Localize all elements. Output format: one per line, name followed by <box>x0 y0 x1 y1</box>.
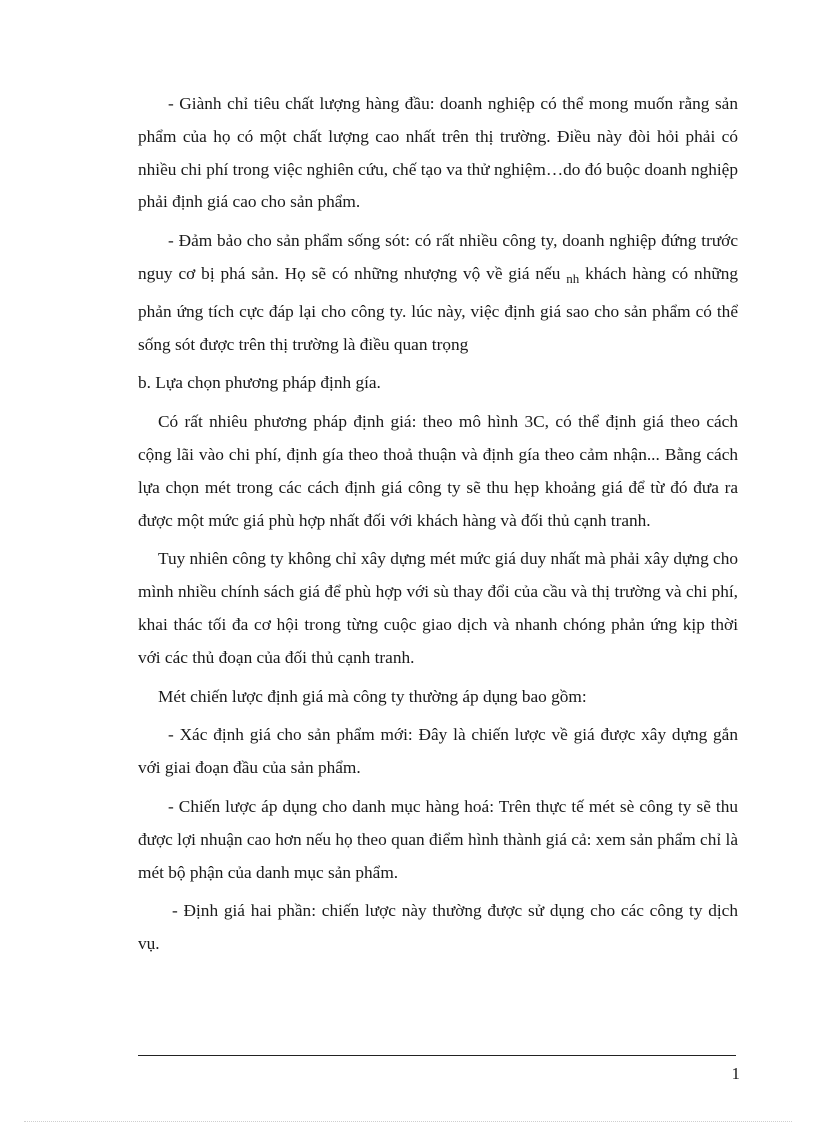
page-bottom-border <box>24 1121 792 1122</box>
paragraph-survival-text-after: khách hàng có những phản ứng tích cực đáp lại cho công ty. lúc này, việc định giá sao cho sản phẩm có thể sống sót được trên thị trường là điều quan trọng <box>138 263 738 354</box>
paragraph-survival-stray-mark: nh <box>566 270 580 286</box>
paragraph-new-product-pricing: - Xác định giá cho sản phẩm mới: Đây là chiến lược về giá được xây dựng gắn với giai đoạn đầu của sản phẩm. <box>138 725 738 778</box>
footer-divider <box>138 1055 736 1056</box>
paragraph-product-mix-strategy: - Chiến lược áp dụng cho danh mục hàng hoá: Trên thực tế mét sè công ty sẽ thu được lợi nhuận cao hơn nếu họ theo quan điểm hình thành giá cả: xem sản phẩm chỉ là mét bộ phận của danh mục sản phẩm. <box>138 796 738 882</box>
page-number: 1 <box>731 1064 740 1083</box>
paragraph-pricing-methods: Có rất nhiêu phương pháp định giá: theo mô hình 3C, có thể định giá theo cách cộng lãi vào chi phí, định gía theo thoả thuận và định gía theo cảm nhận... Bằng cách lựa chọn mét trong các cách định giá công ty sẽ thu hẹp khoảng giá để từ đó đưa ra được một mức giá phù hợp nhất đối với khách hàng và đối thủ cạnh tranh. <box>138 412 738 530</box>
paragraph-strategy-intro: Mét chiến lược định giá mà công ty thường áp dụng bao gồm: <box>158 686 587 706</box>
section-heading-pricing-method: b. Lựa chọn phương pháp định gía. <box>138 373 381 393</box>
paragraph-pricing-policies: Tuy nhiên công ty không chỉ xây dựng mét mức giá duy nhất mà phải xây dựng cho mình nhiều chính sách giá để phù hợp với sù thay đổi của cầu và thị trường và chi phí, khai thác tối đa cơ hội trong từng cuộc giao dịch và nhanh chóng phản ứng kịp thời với các thủ đoạn của đối thủ cạnh tranh. <box>138 549 738 667</box>
page-body <box>138 88 738 961</box>
paragraph-quality-leadership: - Giành chỉ tiêu chất lượng hàng đầu: doanh nghiệp có thể mong muốn rằng sản phẩm của họ có một chất lượng cao nhất trên thị trường. Điều này đòi hỏi phải có nhiều chi phí trong việc nghiên cứu, chế tạo va thử nghiệm…do đó buộc doanh nghiệp phải định giá cao cho sản phẩm. <box>138 94 738 212</box>
paragraph-two-part-pricing: - Định giá hai phần: chiến lược này thường được sử dụng cho các công ty dịch vụ. <box>138 901 738 954</box>
paragraph-survival-text-before: - Đảm bảo cho sản phẩm sống sót: có rất nhiều công ty, doanh nghiệp đứng trước nguy cơ bị phá sản. Họ sẽ có những nhượng vộ về giá nếu <box>138 231 738 283</box>
paragraph-product-survival <box>138 225 738 361</box>
